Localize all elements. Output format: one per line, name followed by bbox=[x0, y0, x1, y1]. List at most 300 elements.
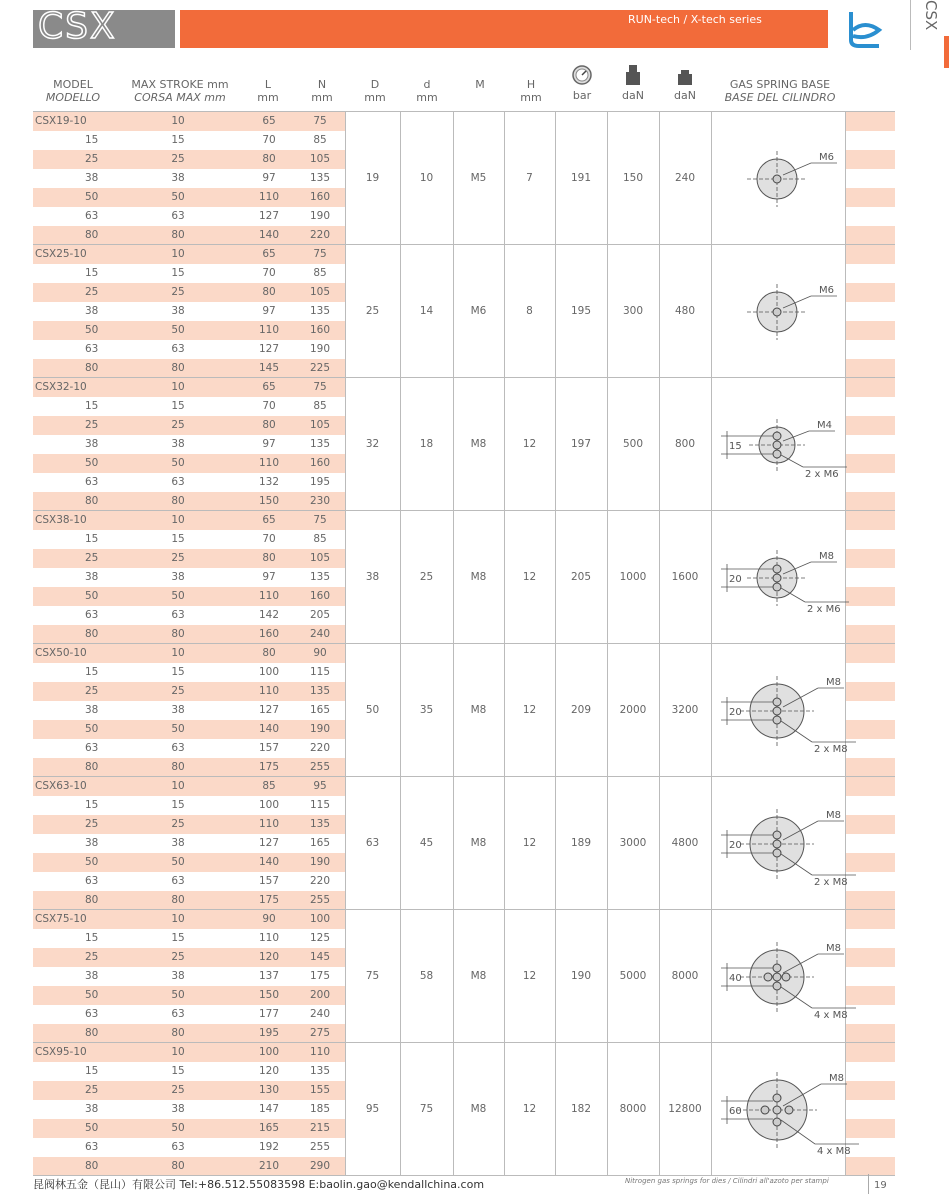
column-divider bbox=[345, 1043, 346, 1176]
column-divider bbox=[607, 511, 608, 644]
product-logo: CSX bbox=[38, 6, 117, 47]
gas-spring-base-diagram bbox=[715, 523, 845, 633]
model-group bbox=[33, 511, 895, 644]
cell-L: 97 bbox=[262, 172, 276, 184]
cell-N: 165 bbox=[309, 837, 331, 849]
column-divider bbox=[659, 777, 660, 910]
cell-model: 25 bbox=[85, 1084, 99, 1096]
cell-model: CSX95-10 bbox=[35, 1046, 87, 1058]
row-band bbox=[845, 644, 895, 663]
col-force-initial: daN bbox=[618, 64, 648, 102]
cell-f2: 480 bbox=[674, 304, 696, 317]
col-H: H mm bbox=[520, 78, 542, 104]
cell-model: 25 bbox=[85, 818, 99, 830]
cell-L: 150 bbox=[258, 495, 280, 507]
cell-L: 97 bbox=[262, 571, 276, 583]
spacing-label: 15 bbox=[729, 440, 742, 452]
cell-model: 80 bbox=[85, 628, 99, 640]
column-divider bbox=[659, 910, 660, 1043]
cell-D: 63 bbox=[365, 836, 380, 849]
cell-M: M8 bbox=[470, 437, 487, 450]
cell-d: 10 bbox=[419, 171, 434, 184]
cell-N: 190 bbox=[309, 343, 331, 355]
row-band bbox=[845, 245, 895, 264]
cell-stroke: 10 bbox=[171, 1046, 185, 1058]
cell-L: 142 bbox=[258, 609, 280, 621]
column-divider bbox=[845, 511, 846, 644]
cell-N: 190 bbox=[309, 723, 331, 735]
cell-L: 157 bbox=[258, 742, 280, 754]
column-divider bbox=[659, 1043, 660, 1176]
cell-H: 12 bbox=[522, 703, 537, 716]
cell-N: 230 bbox=[309, 495, 331, 507]
row-band bbox=[845, 948, 895, 967]
column-divider bbox=[711, 910, 712, 1043]
cell-model: 80 bbox=[85, 761, 99, 773]
cell-d: 58 bbox=[419, 969, 434, 982]
cell-N: 255 bbox=[309, 894, 331, 906]
side-tab-label: CSX bbox=[922, 0, 940, 31]
column-divider bbox=[453, 112, 454, 245]
cell-N: 160 bbox=[309, 324, 331, 336]
cell-stroke: 38 bbox=[171, 704, 185, 716]
cell-stroke: 10 bbox=[171, 248, 185, 260]
cell-stroke: 80 bbox=[171, 1160, 185, 1172]
cell-stroke: 50 bbox=[171, 856, 185, 868]
column-divider bbox=[345, 511, 346, 644]
cell-L: 127 bbox=[258, 343, 280, 355]
column-divider bbox=[845, 378, 846, 511]
cell-H: 12 bbox=[522, 437, 537, 450]
cell-model: 63 bbox=[85, 1008, 99, 1020]
cell-model: 38 bbox=[85, 1103, 99, 1115]
holes-label: 2 x M8 bbox=[814, 743, 848, 755]
column-divider bbox=[453, 378, 454, 511]
column-divider bbox=[504, 112, 505, 245]
cell-L: 70 bbox=[262, 533, 276, 545]
table-header bbox=[0, 62, 950, 110]
spacing-label: 40 bbox=[729, 972, 742, 984]
cell-stroke: 15 bbox=[171, 1065, 185, 1077]
column-divider bbox=[400, 378, 401, 511]
cell-model: CSX25-10 bbox=[35, 248, 87, 260]
initial-force-icon bbox=[624, 64, 642, 86]
row-band bbox=[845, 891, 895, 910]
cell-stroke: 63 bbox=[171, 476, 185, 488]
cell-L: 150 bbox=[258, 989, 280, 1001]
row-band bbox=[845, 1081, 895, 1100]
cell-N: 160 bbox=[309, 457, 331, 469]
cell-N: 135 bbox=[309, 172, 331, 184]
cell-D: 38 bbox=[365, 570, 380, 583]
final-force-icon bbox=[676, 64, 694, 86]
cell-model: CSX75-10 bbox=[35, 913, 87, 925]
row-band bbox=[845, 625, 895, 644]
cell-L: 65 bbox=[262, 115, 276, 127]
column-divider bbox=[845, 245, 846, 378]
cell-N: 85 bbox=[313, 134, 327, 146]
column-divider bbox=[607, 777, 608, 910]
cell-M: M8 bbox=[470, 570, 487, 583]
row-band bbox=[845, 454, 895, 473]
cell-stroke: 38 bbox=[171, 172, 185, 184]
cell-d: 35 bbox=[419, 703, 434, 716]
column-divider bbox=[607, 245, 608, 378]
cell-N: 90 bbox=[313, 647, 327, 659]
cell-L: 110 bbox=[258, 932, 280, 944]
cell-L: 110 bbox=[258, 685, 280, 697]
cell-N: 165 bbox=[309, 704, 331, 716]
cell-L: 65 bbox=[262, 248, 276, 260]
cell-N: 215 bbox=[309, 1122, 331, 1134]
col-M: M bbox=[475, 78, 485, 91]
cell-M: M8 bbox=[470, 836, 487, 849]
cell-model: 25 bbox=[85, 286, 99, 298]
cell-bar: 189 bbox=[570, 836, 592, 849]
cell-stroke: 80 bbox=[171, 894, 185, 906]
cell-model: CSX19-10 bbox=[35, 115, 87, 127]
cell-L: 65 bbox=[262, 514, 276, 526]
column-divider bbox=[555, 112, 556, 245]
column-divider bbox=[400, 777, 401, 910]
cell-L: 157 bbox=[258, 875, 280, 887]
cell-model: 38 bbox=[85, 970, 99, 982]
cell-N: 200 bbox=[309, 989, 331, 1001]
cell-stroke: 50 bbox=[171, 723, 185, 735]
cell-N: 75 bbox=[313, 115, 327, 127]
column-divider bbox=[453, 1043, 454, 1176]
column-divider bbox=[711, 112, 712, 245]
cell-N: 75 bbox=[313, 514, 327, 526]
cell-model: 15 bbox=[85, 932, 99, 944]
cell-f1: 5000 bbox=[619, 969, 647, 982]
cell-stroke: 25 bbox=[171, 153, 185, 165]
cell-N: 220 bbox=[309, 875, 331, 887]
cell-N: 145 bbox=[309, 951, 331, 963]
column-divider bbox=[345, 245, 346, 378]
cell-N: 135 bbox=[309, 305, 331, 317]
cell-stroke: 15 bbox=[171, 666, 185, 678]
cell-N: 135 bbox=[309, 685, 331, 697]
column-divider bbox=[659, 245, 660, 378]
cell-N: 225 bbox=[309, 362, 331, 374]
pressure-gauge-icon bbox=[571, 64, 593, 86]
cell-bar: 205 bbox=[570, 570, 592, 583]
cell-H: 12 bbox=[522, 836, 537, 849]
gas-spring-base-diagram bbox=[715, 789, 848, 899]
model-group bbox=[33, 378, 895, 511]
holes-label: 4 x M8 bbox=[817, 1145, 851, 1157]
gas-spring-base-diagram bbox=[715, 656, 848, 766]
cell-stroke: 25 bbox=[171, 818, 185, 830]
column-divider bbox=[504, 644, 505, 777]
cell-stroke: 15 bbox=[171, 799, 185, 811]
cell-N: 115 bbox=[309, 666, 331, 678]
row-band bbox=[845, 720, 895, 739]
cell-N: 190 bbox=[309, 856, 331, 868]
row-band bbox=[845, 549, 895, 568]
cell-stroke: 25 bbox=[171, 951, 185, 963]
column-divider bbox=[845, 910, 846, 1043]
cell-L: 127 bbox=[258, 837, 280, 849]
cell-model: 50 bbox=[85, 1122, 99, 1134]
cell-f2: 240 bbox=[674, 171, 696, 184]
column-divider bbox=[607, 910, 608, 1043]
cell-stroke: 25 bbox=[171, 552, 185, 564]
cell-model: 15 bbox=[85, 134, 99, 146]
cell-L: 175 bbox=[258, 894, 280, 906]
cell-stroke: 10 bbox=[171, 514, 185, 526]
cell-d: 25 bbox=[419, 570, 434, 583]
cell-stroke: 80 bbox=[171, 495, 185, 507]
page-footer bbox=[0, 1172, 950, 1200]
cell-N: 135 bbox=[309, 818, 331, 830]
table-top-border bbox=[33, 111, 895, 112]
cell-model: 38 bbox=[85, 305, 99, 317]
cell-L: 110 bbox=[258, 590, 280, 602]
col-base: GAS SPRING BASE BASE DEL CILINDRO bbox=[724, 78, 836, 104]
cell-L: 80 bbox=[262, 153, 276, 165]
cell-model: 80 bbox=[85, 894, 99, 906]
cell-bar: 195 bbox=[570, 304, 592, 317]
column-divider bbox=[555, 1043, 556, 1176]
cell-H: 8 bbox=[526, 304, 533, 317]
holes-label: 2 x M6 bbox=[807, 603, 841, 615]
cell-model: 63 bbox=[85, 609, 99, 621]
col-bar: bar bbox=[567, 64, 597, 102]
column-divider bbox=[400, 644, 401, 777]
cell-H: 12 bbox=[522, 969, 537, 982]
cell-L: 210 bbox=[258, 1160, 280, 1172]
thread-label: M8 bbox=[826, 809, 841, 821]
cell-stroke: 10 bbox=[171, 115, 185, 127]
cell-stroke: 50 bbox=[171, 989, 185, 1001]
column-divider bbox=[453, 777, 454, 910]
cell-model: 15 bbox=[85, 400, 99, 412]
col-D: D mm bbox=[364, 78, 386, 104]
cell-stroke: 25 bbox=[171, 685, 185, 697]
cell-N: 105 bbox=[309, 419, 331, 431]
cell-stroke: 63 bbox=[171, 609, 185, 621]
cell-N: 75 bbox=[313, 248, 327, 260]
column-divider bbox=[607, 378, 608, 511]
cell-d: 75 bbox=[419, 1102, 434, 1115]
column-divider bbox=[711, 1043, 712, 1176]
cell-L: 177 bbox=[258, 1008, 280, 1020]
cell-f1: 150 bbox=[622, 171, 644, 184]
cell-bar: 190 bbox=[570, 969, 592, 982]
cell-N: 220 bbox=[309, 229, 331, 241]
row-band bbox=[845, 910, 895, 929]
holes-label: 2 x M8 bbox=[814, 876, 848, 888]
cell-stroke: 63 bbox=[171, 875, 185, 887]
column-divider bbox=[345, 644, 346, 777]
cell-L: 80 bbox=[262, 552, 276, 564]
row-band bbox=[845, 587, 895, 606]
cell-d: 18 bbox=[419, 437, 434, 450]
cell-N: 160 bbox=[309, 590, 331, 602]
cell-L: 110 bbox=[258, 324, 280, 336]
cell-stroke: 15 bbox=[171, 267, 185, 279]
cell-model: 38 bbox=[85, 837, 99, 849]
column-divider bbox=[659, 511, 660, 644]
spacing-label: 20 bbox=[729, 573, 742, 585]
cell-H: 12 bbox=[522, 570, 537, 583]
cell-model: 15 bbox=[85, 1065, 99, 1077]
column-divider bbox=[504, 378, 505, 511]
col-d: d mm bbox=[416, 78, 438, 104]
cell-N: 135 bbox=[309, 571, 331, 583]
row-band bbox=[845, 986, 895, 1005]
cell-model: 63 bbox=[85, 742, 99, 754]
cell-N: 240 bbox=[309, 1008, 331, 1020]
cell-stroke: 50 bbox=[171, 324, 185, 336]
column-divider bbox=[504, 245, 505, 378]
cell-stroke: 63 bbox=[171, 1008, 185, 1020]
col-stroke: MAX STROKE mm CORSA MAX mm bbox=[131, 78, 229, 104]
cell-L: 195 bbox=[258, 1027, 280, 1039]
cell-stroke: 38 bbox=[171, 837, 185, 849]
cell-L: 140 bbox=[258, 229, 280, 241]
cell-N: 290 bbox=[309, 1160, 331, 1172]
cell-N: 155 bbox=[309, 1084, 331, 1096]
cell-model: 25 bbox=[85, 951, 99, 963]
cell-L: 160 bbox=[258, 628, 280, 640]
column-divider bbox=[400, 511, 401, 644]
cell-N: 85 bbox=[313, 267, 327, 279]
cell-stroke: 15 bbox=[171, 400, 185, 412]
cell-L: 140 bbox=[258, 856, 280, 868]
row-band bbox=[845, 150, 895, 169]
column-divider bbox=[659, 112, 660, 245]
cell-L: 80 bbox=[262, 286, 276, 298]
column-divider bbox=[607, 644, 608, 777]
page-number: 19 bbox=[874, 1180, 887, 1191]
column-divider bbox=[555, 511, 556, 644]
cell-N: 100 bbox=[309, 913, 331, 925]
cell-stroke: 50 bbox=[171, 590, 185, 602]
model-group bbox=[33, 910, 895, 1043]
cell-H: 12 bbox=[522, 1102, 537, 1115]
cell-stroke: 10 bbox=[171, 913, 185, 925]
column-divider bbox=[607, 112, 608, 245]
cell-model: 38 bbox=[85, 571, 99, 583]
cell-model: 15 bbox=[85, 799, 99, 811]
model-group bbox=[33, 777, 895, 910]
cell-stroke: 80 bbox=[171, 229, 185, 241]
cell-M: M6 bbox=[470, 304, 487, 317]
cell-stroke: 25 bbox=[171, 1084, 185, 1096]
wave-b-logo-icon bbox=[845, 10, 885, 48]
cell-f2: 8000 bbox=[671, 969, 699, 982]
model-group bbox=[33, 1043, 895, 1176]
column-divider bbox=[845, 644, 846, 777]
cell-model: 50 bbox=[85, 191, 99, 203]
column-divider bbox=[453, 644, 454, 777]
cell-N: 135 bbox=[309, 438, 331, 450]
column-divider bbox=[555, 378, 556, 511]
row-band bbox=[845, 682, 895, 701]
row-band bbox=[845, 1024, 895, 1043]
cell-H: 7 bbox=[526, 171, 533, 184]
cell-L: 100 bbox=[258, 666, 280, 678]
cell-f1: 3000 bbox=[619, 836, 647, 849]
thread-label: M8 bbox=[826, 676, 841, 688]
column-divider bbox=[555, 777, 556, 910]
row-band bbox=[845, 511, 895, 530]
cell-N: 105 bbox=[309, 153, 331, 165]
cell-model: 38 bbox=[85, 172, 99, 184]
cell-model: 63 bbox=[85, 343, 99, 355]
cell-model: 63 bbox=[85, 875, 99, 887]
cell-N: 105 bbox=[309, 552, 331, 564]
cell-model: 25 bbox=[85, 552, 99, 564]
cell-model: 25 bbox=[85, 419, 99, 431]
cell-N: 115 bbox=[309, 799, 331, 811]
cell-L: 100 bbox=[258, 799, 280, 811]
row-band bbox=[845, 112, 895, 131]
cell-L: 120 bbox=[258, 951, 280, 963]
spacing-label: 20 bbox=[729, 706, 742, 718]
column-divider bbox=[504, 910, 505, 1043]
cell-stroke: 63 bbox=[171, 210, 185, 222]
cell-stroke: 80 bbox=[171, 628, 185, 640]
cell-N: 85 bbox=[313, 533, 327, 545]
cell-N: 75 bbox=[313, 381, 327, 393]
cell-M: M8 bbox=[470, 703, 487, 716]
cell-stroke: 38 bbox=[171, 571, 185, 583]
cell-stroke: 25 bbox=[171, 419, 185, 431]
cell-model: 80 bbox=[85, 495, 99, 507]
row-band bbox=[845, 283, 895, 302]
cell-model: 50 bbox=[85, 457, 99, 469]
column-divider bbox=[400, 245, 401, 378]
cell-L: 70 bbox=[262, 134, 276, 146]
cell-N: 110 bbox=[309, 1046, 331, 1058]
cell-stroke: 80 bbox=[171, 761, 185, 773]
cell-L: 130 bbox=[258, 1084, 280, 1096]
cell-N: 255 bbox=[309, 1141, 331, 1153]
cell-model: 38 bbox=[85, 438, 99, 450]
column-divider bbox=[345, 112, 346, 245]
cell-L: 137 bbox=[258, 970, 280, 982]
column-divider bbox=[345, 378, 346, 511]
cell-bar: 209 bbox=[570, 703, 592, 716]
row-band bbox=[845, 777, 895, 796]
cell-model: 15 bbox=[85, 267, 99, 279]
cell-f2: 1600 bbox=[671, 570, 699, 583]
spacing-label: 20 bbox=[729, 839, 742, 851]
cell-L: 85 bbox=[262, 780, 276, 792]
cell-L: 97 bbox=[262, 438, 276, 450]
cell-model: 25 bbox=[85, 153, 99, 165]
gas-spring-base-diagram bbox=[715, 390, 845, 500]
column-divider bbox=[453, 910, 454, 1043]
col-model: MODEL MODELLO bbox=[45, 78, 101, 104]
cell-D: 95 bbox=[365, 1102, 380, 1115]
cell-N: 240 bbox=[309, 628, 331, 640]
page-header bbox=[0, 0, 950, 60]
cell-model: 15 bbox=[85, 666, 99, 678]
cell-model: CSX63-10 bbox=[35, 780, 87, 792]
cell-stroke: 10 bbox=[171, 780, 185, 792]
cell-L: 97 bbox=[262, 305, 276, 317]
row-band bbox=[845, 321, 895, 340]
cell-L: 80 bbox=[262, 419, 276, 431]
thread-label: M4 bbox=[817, 419, 832, 431]
cell-L: 110 bbox=[258, 818, 280, 830]
col-force-final: daN bbox=[670, 64, 700, 102]
